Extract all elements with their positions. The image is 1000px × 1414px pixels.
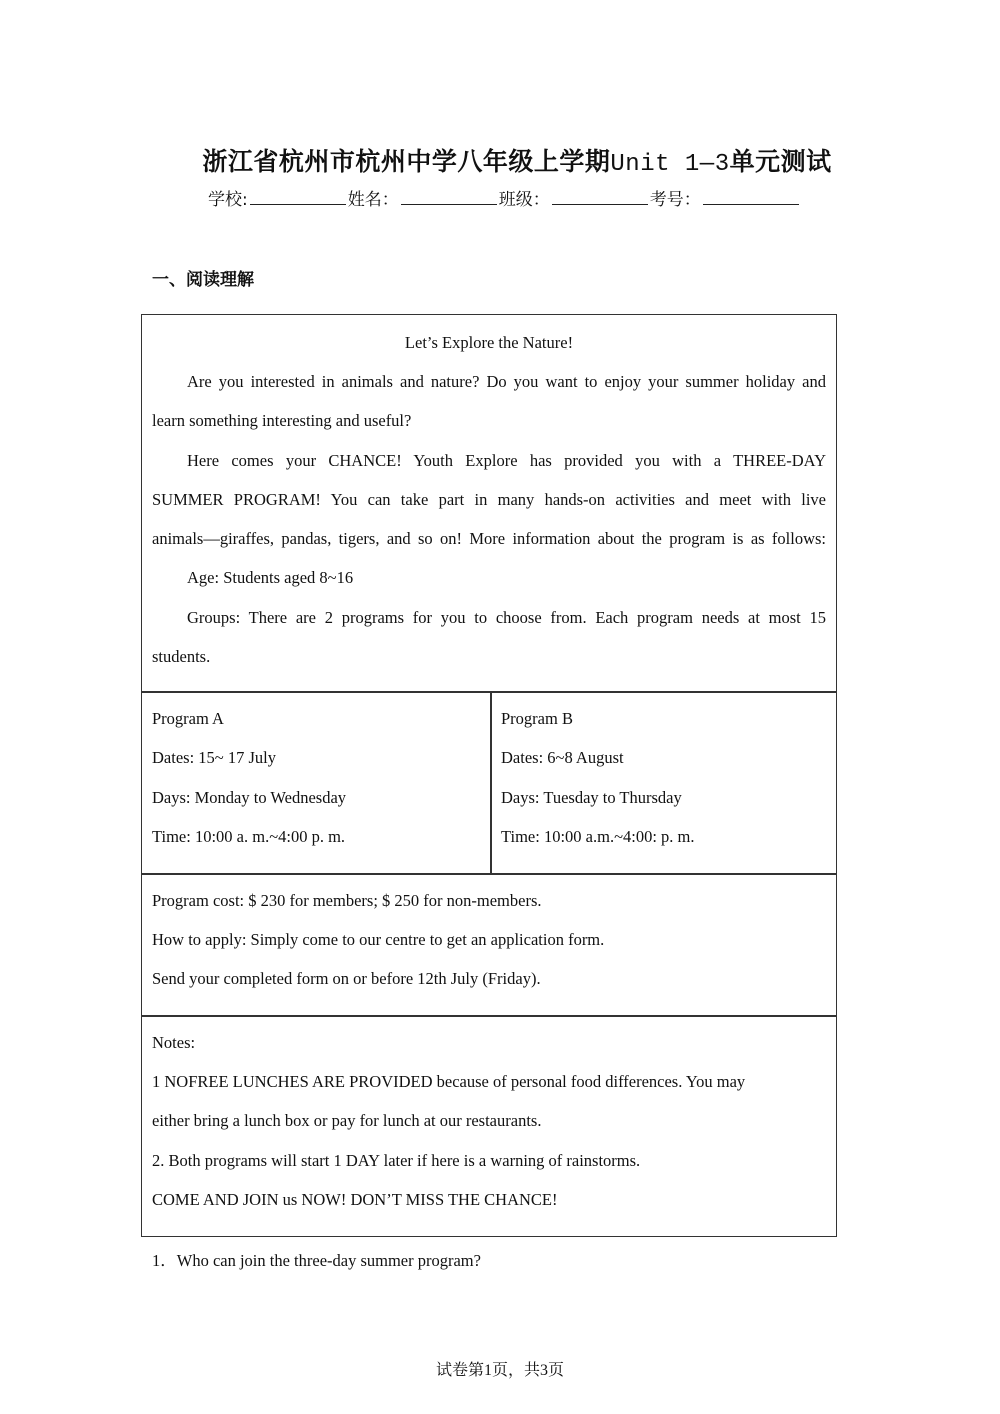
passage-line: Are you interested in animals and nature? Do you want to enjoy your summer holiday and: [187, 372, 826, 391]
passage-intro-box: [141, 314, 837, 693]
exam-number-label: 考号：: [649, 190, 701, 210]
passage-title: Let’s Explore the Nature!: [404, 333, 574, 352]
program-a-days: Days: Monday to Wednesday: [152, 788, 347, 807]
passage-line: SUMMER PROGRAM! You can take part in many hands-on activities and meet with live: [152, 490, 826, 509]
program-a-name: Program A: [152, 709, 224, 728]
class-blank: [552, 188, 648, 205]
title-cn-suffix: 单元测试: [729, 147, 832, 176]
title-unit: Unit 1—3: [610, 151, 730, 178]
passage-line: learn something interesting and useful?: [152, 411, 412, 430]
note-line: either bring a lunch box or pay for lunch at our restaurants.: [152, 1111, 542, 1130]
cost-apply-box: [141, 873, 837, 1017]
question-1: [152, 1247, 481, 1271]
title-cn-prefix: 浙江省杭州市杭州中学八年级上学期: [202, 147, 611, 176]
program-b-name: Program B: [501, 709, 573, 728]
passage-line: animals—giraffes, pandas, tigers, and so on! More information about the program is as follows:: [152, 529, 826, 548]
program-b-time: Time: 10:00 a.m.~4:00: p. m.: [501, 827, 695, 846]
note-line: 2. Both programs will start 1 DAY later if here is a warning of rainstorms.: [152, 1151, 641, 1170]
note-line: 1 NOFREE LUNCHES ARE PROVIDED because of personal food differences. You may: [152, 1072, 746, 1091]
program-b-dates: Dates: 6~8 August: [501, 748, 624, 767]
groups-line: Groups: There are 2 programs for you to choose from. Each program needs at most 15: [187, 608, 826, 627]
apply-line: How to apply: Simply come to our centre to get an application form.: [152, 930, 605, 949]
notes-heading: Notes:: [152, 1033, 196, 1052]
exam-number-blank: [703, 188, 799, 205]
name-label: 姓名：: [347, 190, 399, 210]
question-number: 1．: [152, 1251, 177, 1270]
program-a-dates: Dates: 15~ 17 July: [152, 748, 276, 767]
closing-line: COME AND JOIN us NOW! DON’T MISS THE CHANCE!: [152, 1190, 558, 1209]
school-label: 学校:: [208, 190, 248, 210]
age-line: Age: Students aged 8~16: [187, 568, 354, 587]
school-blank: [250, 188, 346, 205]
page-footer: 试卷第1页，共3页: [435, 1362, 564, 1379]
passage-line: Here comes your CHANCE! Youth Explore has provided you with a THREE-DAY: [187, 451, 826, 470]
cost-line: Program cost: $ 230 for members; $ 250 for non-members.: [152, 891, 542, 910]
programs-box: [141, 691, 837, 875]
section-heading: 一、阅读理解: [152, 270, 254, 290]
program-a-time: Time: 10:00 a. m.~4:00 p. m.: [152, 827, 346, 846]
question-text: Who can join the three-day summer program?: [176, 1251, 481, 1270]
passage-line: students.: [152, 647, 211, 666]
deadline-line: Send your completed form on or before 12th July (Friday).: [152, 969, 541, 988]
student-info-row: [208, 185, 801, 210]
name-blank: [401, 188, 497, 205]
document-title: [0, 142, 1000, 178]
program-b-days: Days: Tuesday to Thursday: [501, 788, 682, 807]
class-label: 班级：: [498, 190, 550, 210]
notes-box: [141, 1015, 837, 1237]
